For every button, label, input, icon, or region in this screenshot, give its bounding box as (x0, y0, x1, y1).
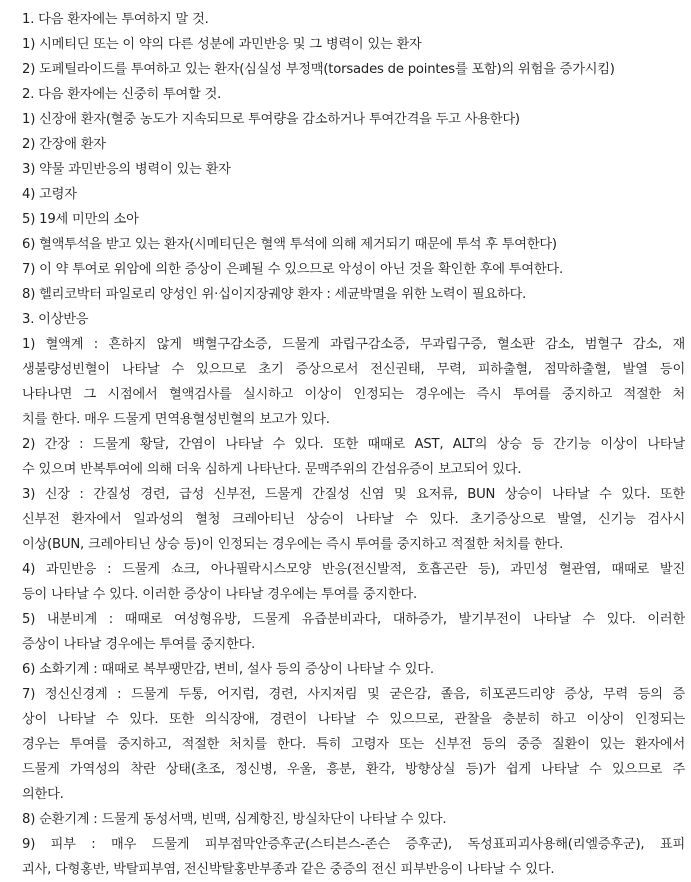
text-line: 신부전 환자에서 일과성의 혈청 크레아티닌 상승이 나타날 수 있다. 초기증상으로 발열, 신기능 검사시 (22, 512, 685, 527)
text-line: 3) 신장 : 간질성 경련, 급성 신부전, 드물게 간질성 신염 및 요저류, BUN 상승이 나타날 수 있다. 또한 (22, 487, 685, 502)
text-line: 괴사, 다형홍반, 박탈피부염, 전신박탈홍반부종과 같은 중증의 전신 피부반응이 나타날 수 있다. (22, 862, 555, 877)
text-line: 9) 피부 : 매우 드물게 피부점막안증후군(스티븐스-존슨 증후군), 독성표피괴사용해(리엘증후군), 표피 (22, 837, 685, 852)
text-line: 5) 19세 미만의 소아 (22, 212, 139, 227)
text-line: 상이 나타날 수 있다. 또한 의식장애, 경련이 나타날 수 있으므로, 관찰을 충분히 하고 이상이 인정되는 (22, 712, 685, 727)
text-line: 의한다. (22, 787, 64, 802)
text-line: 증상이 나타날 경우에는 투여를 중지한다. (22, 637, 256, 652)
text-line: 생불량성빈혈이 나타날 수 있으므로 초기 증상으로서 전신권태, 무력, 피하출혈, 점막하출혈, 발열 등이 (22, 362, 685, 377)
text-line: 1) 신장애 환자(혈중 농도가 지속되므로 투여량을 감소하거나 투여간격을 두고 사용한다) (22, 112, 520, 127)
text-line: 2) 도페틸라이드를 투여하고 있는 환자(심실성 부정맥(torsades de pointes를 포함)의 위험을 증가시킴) (22, 62, 615, 77)
text-line: 2) 간장 : 드물게 황달, 간염이 나타날 수 있다. 또한 때때로 AST, ALT의 상승 등 간기능 이상이 나타날 (22, 437, 685, 452)
text-line: 8) 순환기계 : 드물게 동성서맥, 빈맥, 심계항진, 방실차단이 나타날 수 있다. (22, 812, 447, 827)
text-line: 1) 시메티딘 또는 이 약의 다른 성분에 과민반응 및 그 병력이 있는 환자 (22, 37, 422, 52)
text-line: 7) 이 약 투여로 위암에 의한 증상이 은폐될 수 있으므로 악성이 아닌 것을 확인한 후에 투여한다. (22, 262, 563, 277)
text-line: 3) 약물 과민반응의 병력이 있는 환자 (22, 162, 231, 177)
text-line: 4) 고령자 (22, 187, 77, 202)
text-line: 수 있으며 반복투여에 의해 더욱 심하게 나타난다. 문맥주위의 간섬유증이 보고되어 있다. (22, 462, 522, 477)
text-line: 7) 정신신경계 : 드물게 두통, 어지럼, 경련, 사지저림 및 굳은감, 졸음, 히포콘드리양 증상, 무력 등의 증 (22, 687, 685, 702)
text-line: 6) 소화기계 : 때때로 복부팽만감, 변비, 설사 등의 증상이 나타날 수 있다. (22, 662, 434, 677)
text-line: 4) 과민반응 : 드물게 쇼크, 아나필락시스모양 반응(전신발적, 호흡곤란 등), 과민성 혈관염, 때때로 발진 (22, 562, 685, 577)
text-line: 경우는 투여를 중지하고, 적절한 처치를 한다. 특히 고령자 또는 신부전 등의 중증 질환이 있는 환자에서 (22, 737, 685, 752)
text-line: 2) 간장애 환자 (22, 137, 106, 152)
text-line: 3. 이상반응 (22, 312, 89, 327)
text-line: 드물게 가역성의 착란 상태(초조, 정신병, 우울, 흥분, 환각, 방향상실 등)가 쉽게 나타날 수 있으므로 주 (22, 762, 685, 777)
text-line: 이상(BUN, 크레아티닌 상승 등)이 인정되는 경우에는 즉시 투여를 중지하고 적절한 처치를 한다. (22, 537, 564, 552)
text-line: 1. 다음 환자에는 투여하지 말 것. (22, 12, 209, 27)
text-line: 5) 내분비계 : 때때로 여성형유방, 드물게 유즙분비과다, 대하증가, 발기부전이 나타날 수 있다. 이러한 (22, 612, 685, 627)
text-line: 8) 헬리코박터 파일로리 양성인 위·십이지장궤양 환자 : 세균박멸을 위한 노력이 필요하다. (22, 287, 527, 302)
text-line: 등이 나타날 수 있다. 이러한 증상이 나타날 경우에는 투여를 중지한다. (22, 587, 418, 602)
text-line: 1) 혈액계 : 흔하지 않게 백혈구감소증, 드물게 과립구감소증, 무과립구증, 혈소판 감소, 범혈구 감소, 재 (22, 337, 685, 352)
text-line: 6) 혈액투석을 받고 있는 환자(시메티딘은 혈액 투석에 의해 제거되기 때문에 투석 후 투여한다) (22, 237, 557, 252)
text-line: 치를 한다. 매우 드물게 면역용혈성빈혈의 보고가 있다. (22, 412, 330, 427)
text-line: 나타나면 그 시점에서 혈액검사를 실시하고 이상이 인정되는 경우에는 즉시 투여를 중지하고 적절한 처 (22, 387, 685, 402)
text-line: 2. 다음 환자에는 신중히 투여할 것. (22, 87, 222, 102)
